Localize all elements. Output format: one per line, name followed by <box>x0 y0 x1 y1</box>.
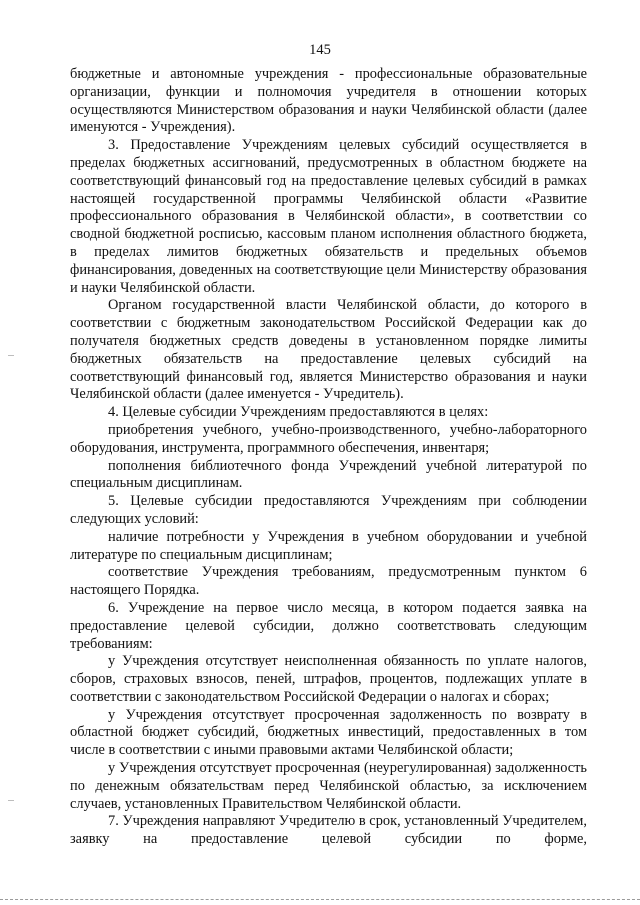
paragraph-clause-7: 7. Учреждения направляют Учредителю в срок, установленный Учредителем, заявку на предоставление целевой субсидии по форме, <box>70 813 587 848</box>
paragraph-purpose-equipment: приобретения учебного, учебно-производственного, учебно-лабораторного оборудования, инструмента, программного обеспечения, инвентаря; <box>70 421 587 456</box>
scan-margin-mark <box>8 355 14 356</box>
document-body <box>70 66 587 849</box>
paragraph-requirement-taxes: у Учреждения отсутствует неисполненная обязанность по уплате налогов, сборов, страховых взносов, пеней, штрафов, процентов, подлежащих уплате в соответствии с законодательством Российской Федерации о налогах и сборах; <box>70 653 587 705</box>
paragraph-requirement-monetary-debt: у Учреждения отсутствует просроченная (неурегулированная) задолженность по денежным обязательствам перед Челябинской областью, за исключением случаев, установленных Правительством Челябинской области. <box>70 760 587 812</box>
paragraph-clause-5: 5. Целевые субсидии предоставляются Учреждениям при соблюдении следующих условий: <box>70 493 587 527</box>
scan-margin-mark <box>8 800 14 801</box>
paragraph-condition-compliance: соответствие Учреждения требованиям, предусмотренным пунктом 6 настоящего Порядка. <box>70 564 587 599</box>
paragraph-clause-3: 3. Предоставление Учреждениям целевых субсидий осуществляется в пределах бюджетных ассигнований, предусмотренных в областном бюджете на соответствующий финансовый год на предоставление целевых субсидий в рамках настоящей государственной программы Челябинской области «Развитие профессионального образования в Челябинской области», в соответствии со сводной бюджетной росписью, кассовым планом исполнения областного бюджета, в пределах лимитов бюджетных обязательств и предельных объемов финансирования, доведенных на соответствующие цели Министерству образования и науки Челябинской области. <box>70 137 587 296</box>
paragraph-founder-definition: Органом государственной власти Челябинской области, до которого в соответствии с бюджетным законодательством Российской Федерации как до получателя бюджетных средств доведены в установленном порядке лимиты бюджетных обязательств на предоставление целевых субсидий на соответствующий финансовый год, является Министерство образования и науки Челябинской области (далее именуется - Учредитель). <box>70 297 587 403</box>
page-number: 145 <box>309 42 331 58</box>
paragraph-condition-need: наличие потребности у Учреждения в учебном оборудовании и учебной литературе по специальным дисциплинам; <box>70 528 587 563</box>
paragraph-clause-4: 4. Целевые субсидии Учреждениям предоставляются в целях: <box>108 404 489 421</box>
paragraph-purpose-library: пополнения библиотечного фонда Учреждений учебной литературой по специальным дисциплинам. <box>70 457 587 492</box>
paragraph-requirement-subsidy-debt: у Учреждения отсутствует просроченная задолженность по возврату в областной бюджет субсидий, бюджетных инвестиций, предоставленных в том числе в соответствии с иными правовыми актами Челябинской области; <box>70 706 587 759</box>
page-bottom-edge <box>0 899 640 900</box>
paragraph-clause-6: 6. Учреждение на первое число месяца, в котором подается заявка на предоставление целевой субсидии, должно соответствовать следующим требованиям: <box>70 599 587 652</box>
paragraph-institutions-definition: бюджетные и автономные учреждения - профессиональные образовательные организации, функции и полномочия учредителя в отношении которых осуществляются Министерством образования и науки Челябинской области (далее именуются - Учреждения). <box>70 66 587 136</box>
